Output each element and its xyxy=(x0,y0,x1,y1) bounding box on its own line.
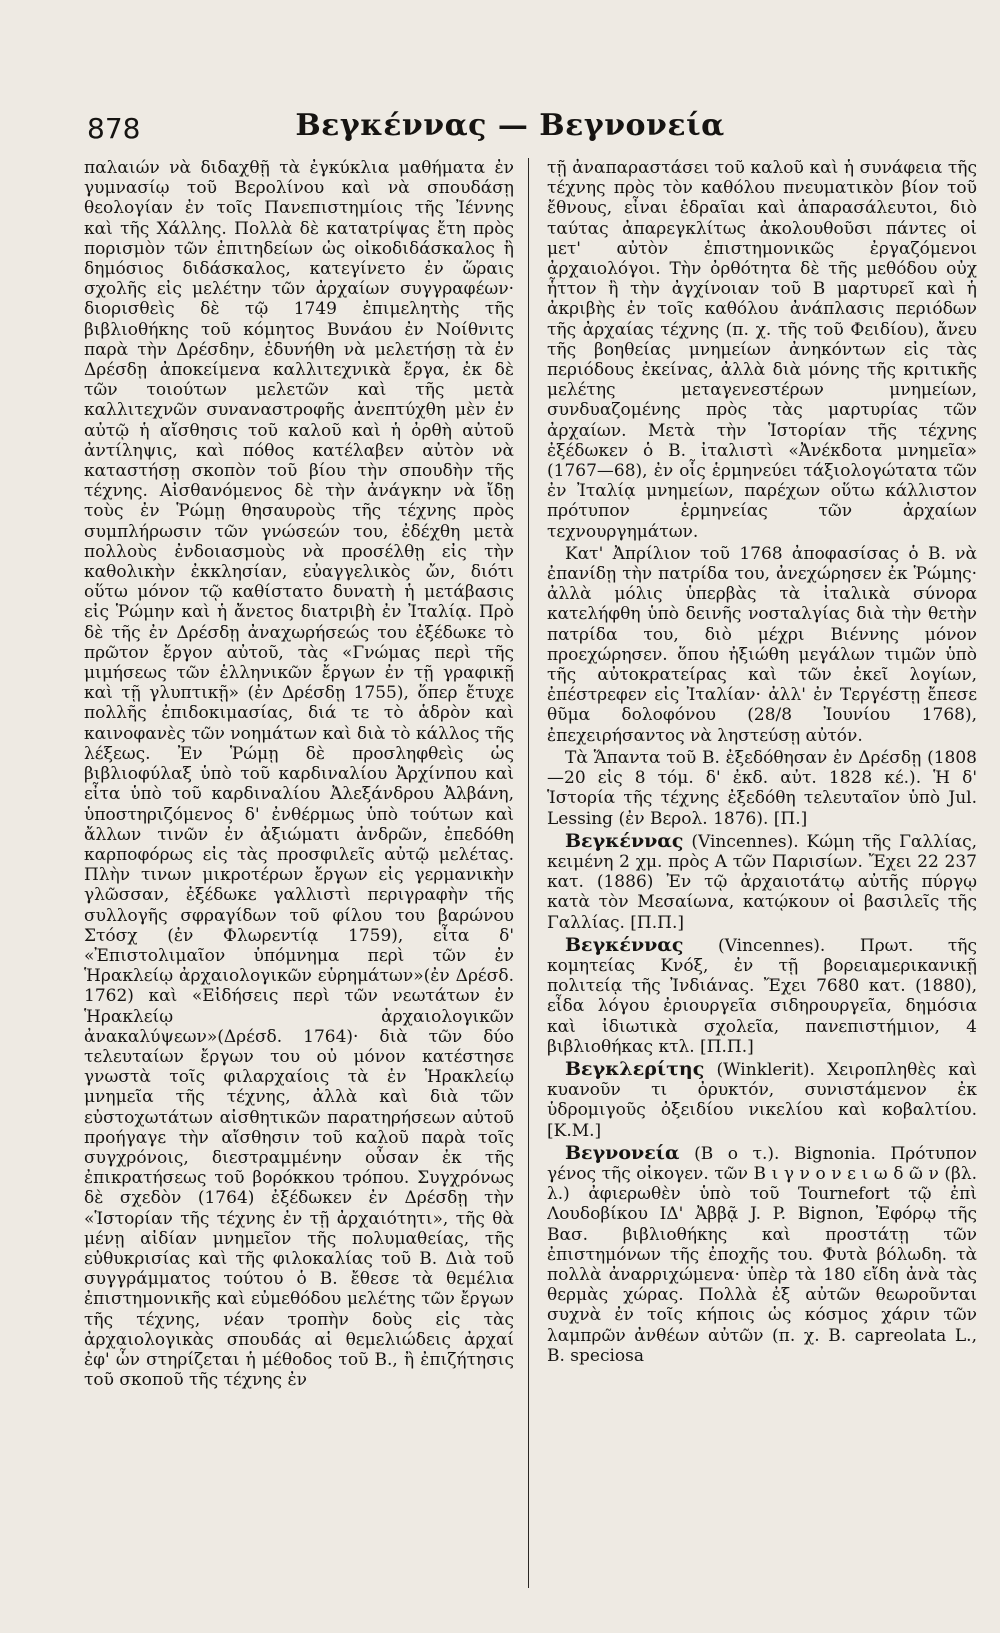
entry-vincennes-indiana xyxy=(547,935,977,1057)
entry-headword: Βεγνονεία xyxy=(565,1141,680,1164)
continuation-paragraph: τῇ ἀναπαραστάσει τοῦ καλοῦ καὶ ἡ συνάφεια τῆς τέχνης πρὸς τὸν καθόλου πνευματικὸν βίον τοῦ ἔθνους, εἶναι ἑδραῖαι καὶ ἀπαρασάλευτοι, διὸ ταύτας ἀπαρεγκλίτως ἀκολουθοῦσι πάντες οἱ μετ' αὐτὸν ἐπιστημονικῶς ἐργαζόμενοι ἀρχαιολόγοι. Τὴν ὀρθότητα δὲ τῆς μεθόδου οὐχ ἧττον ἢ τὴν ἀγχίνοιαν τοῦ Β μαρτυρεῖ καὶ ἡ ἀκριβὴς ἐν τοῖς καθόλου ἀνάπλασις περιόδων τῆς ἀρχαίας τέχνης (π. χ. τῆς τοῦ Φειδίου), ἄνευ τῆς βοηθείας μνημείων ἀνηκόντων εἰς τὰς περιόδους ἐκείνας, ἀλλὰ διὰ μόνης τῆς κριτικῆς μελέτης μεταγενεστέρων μνημείων, συνδυαζομένης πρὸς τὰς μαρτυρίας τῶν ἀρχαίων. Μετὰ τὴν Ἱστορίαν τῆς τέχνης ἐξέδωκεν ὁ Β. ἰταλιστὶ «Ἀνέκδοτα μνημεῖα» (1767—68), ἐν οἷς ἑρμηνεύει τάξιολογώτατα τῶν ἐν Ἰταλίᾳ μνημείων, παρέχων οὕτω κάλλιστον πρότυπον ἑρμηνείας τῶν ἀρχαίων τεχνουργημάτων. xyxy=(547,158,977,542)
entry-text: (Vincennes). Κώμη τῆς Γαλλίας, κειμένη 2 χμ. πρὸς Α τῶν Παρισίων. Ἔχει 22 237 κατ. (1886) Ἐν τῷ ἀρχαιοτάτῳ αὐτῆς πύργῳ κατὰ τὸν Μεσαίωνα, κατῴκουν οἱ βασιλεῖς τῆς Γαλλίας. [Π.Π.] xyxy=(547,831,977,933)
entry-headword: Βεγκέννας xyxy=(565,933,684,956)
entry-text: (Winklerit). Χειροπληθὲς καὶ κυανοῦν τι ὀρυκτόν, συνιστάμενον ἐκ ὑδρομιγοῦς ὀξειδίου νικελίου καὶ κοβαλτίου. [Κ.Μ.] xyxy=(547,1059,977,1141)
column-divider xyxy=(528,158,529,1588)
entry-vincennes-france xyxy=(547,831,977,933)
entry-winklerit xyxy=(547,1059,977,1141)
entry-headword: Βεγκέννας xyxy=(565,829,684,852)
entry-text: (Vincennes). Πρωτ. τῆς κομητείας Κνόξ, ἐν τῇ βορειαμερικανικῇ πολιτείᾳ τῆς Ἰνδιάνας. Ἔχει 7680 κατ. (1880), εἶδα λόγου ἐριουργεῖα σιδηρουργεῖα, δημόσια καὶ ἰδιωτικὰ σχολεῖα, πανεπιστήμιον, 4 βιβλιοθήκας κτλ. [Π.Π.] xyxy=(547,935,977,1057)
paragraph: Κατ' Ἀπρίλιον τοῦ 1768 ἀποφασίσας ὁ Β. νὰ ἐπανίδῃ τὴν πατρίδα του, ἀνεχώρησεν ἐκ Ῥώμης· ἀλλὰ μόλις ὑπερβὰς τὰ ἰταλικὰ σύνορα κατελήφθη ὑπὸ δεινῆς νοσταλγίας διὰ τὴν θετὴν πατρίδα του, διὸ μέχρι Βιέννης μόνον προεχώρησεν. ὅπου ἠξιώθη μεγάλων τιμῶν ὑπὸ τῆς αὐτοκρατείρας καὶ τῶν ἐκεῖ λογίων, ἐπέστρεφεν εἰς Ἰταλίαν· ἀλλ' ἐν Τεργέστῃ ἔπεσε θῦμα δολοφόνου (28/8 Ἰουνίου 1768), ἐπεχειρήσαντος νὰ ληστεύσῃ αὐτόν. xyxy=(547,543,977,746)
right-column xyxy=(547,158,977,1598)
entry-bignonia xyxy=(547,1143,977,1366)
page-number: 878 xyxy=(87,112,141,145)
entry-text: (Β ο τ.). Bignonia. Πρότυπον γένος τῆς οἰκογεν. τῶν Β ι γ ν ο ν ε ι ω δ ῶ ν (βλ. λ.) ἀφιερωθὲν ὑπὸ τοῦ Tournefort τῷ ἐπὶ Λουδοβίκου ΙΔ' Ἀββᾷ J. P. Bignon, Ἐφόρῳ τῆς Βασ. βιβλιοθήκης καὶ προστάτῃ τῶν ἐπιστημόνων τῆς ἐποχῆς του. Φυτὰ βόλωδη. τὰ πολλὰ ἀναρριχώμενα· ὑπὲρ τὰ 180 εἴδη ἀνὰ τὰς θερμὰς χώρας. Πολλὰ ἐξ αὐτῶν θεωροῦνται συχνὰ ἐν τοῖς κήποις ὡς κόσμος χάριν τῶν λαμπρῶν ἀνθέων αὐτῶν (π. χ. B. capreolata L., B. speciosa xyxy=(547,1143,977,1366)
left-column-paragraph: παλαιών νὰ διδαχθῇ τὰ ἐγκύκλια μαθήματα ἐν γυμνασίῳ τοῦ Βερολίνου καὶ νὰ σπουδάσῃ θεολογίαν ἐν τοῖς Πανεπιστημίοις τῆς Ἰέννης καὶ τῆς Χάλλης. Πολλὰ δὲ κατατρίψας ἔτη πρὸς πορισμὸν τῶν ἐπιτηδείων ὡς οἰκοδιδάσκαλος ἢ δημόσιος διδάσκαλος, κατεγίνετο ἐν ὥραις σχολῆς εἰς μελέτην τῶν ἀρχαίων συγγραφέων· διορισθεὶς δὲ τῷ 1749 ἐπιμελητὴς τῆς βιβλιοθήκης τοῦ κόμητος Βυνάου ἐν Νοίθνιτς παρὰ τὴν Δρέσδην, ἐδυνήθη νὰ μελετήσῃ τὰ ἐν Δρέσδῃ ἀποκείμενα καλλιτεχνικὰ ἔργα, ἐκ δὲ τῶν τοιούτων μελετῶν καὶ τῆς μετὰ καλλιτεχνῶν συναναστροφῆς ἀνεπτύχθη μὲν ἐν αὐτῷ ἡ αἴσθησις τοῦ καλοῦ καὶ ἡ ὀρθὴ αὐτοῦ ἀντίληψις, καὶ πόθος κατέλαβεν αὐτὸν νὰ καταστήσῃ σκοπὸν τοῦ βίου τὴν σπουδὴν τῆς τέχνης. Αἰσθανόμενος δὲ τὴν ἀνάγκην νὰ ἴδῃ τοὺς ἐν Ῥώμῃ θησαυροὺς τῆς τέχνης πρὸς συμπλήρωσιν τῶν γνώσεών του, ἐδέχθη μετὰ πολλοὺς ἐνδοιασμοὺς νὰ προσέλθῃ εἰς τὴν καθολικὴν ἐκκλησίαν, εὐαγγελικὸς ὤν, διότι οὕτω μόνον τῷ καθίστατο δυνατὴ ἡ μετάβασις εἰς Ῥώμην καὶ ἡ ἄνετος διατριβὴ ἐν Ἰταλίᾳ. Πρὸ δὲ τῆς ἐν Δρέσδῃ ἀναχωρήσεώς του ἐξέδωκε τὸ πρῶτον ἔργον αὐτοῦ, τὰς «Γνώμας περὶ τῆς μιμήσεως τῶν ἑλληνικῶν ἔργων ἐν τῇ γραφικῇ καὶ τῇ γλυπτικῇ» (ἐν Δρέσδῃ 1755), ὅπερ ἔτυχε πολλῆς ἐπιδοκιμασίας, διά τε τὸ ἁδρὸν καὶ καινοφανὲς τῶν νοημάτων καὶ διὰ τὸ κάλλος τῆς λέξεως. Ἐν Ῥώμῃ δὲ προσληφθεὶς ὡς βιβλιοφύλαξ ὑπὸ τοῦ καρδιναλίου Ἀρχίνπου καὶ εἶτα ὑπὸ τοῦ καρδιναλίου Ἀλεξάνδρου Ἀλβάνη, ὑποστηριζόμενος δ' ἐνθέρμως ὑπὸ τούτων καὶ ἄλλων τινῶν ἐν ἀξιώματι ἀνδρῶν, ἐπεδόθη καρποφόρως εἰς τὰς προσφιλεῖς αὐτῷ μελέτας. Πλὴν τινων μικροτέρων ἔργων εἰς γερμανικὴν γλῶσσαν, ἐξέδωκε γαλλιστὶ περιγραφὴν τῆς συλλογῆς σφραγίδων τοῦ φίλου του βαρώνου Στόσχ (ἐν Φλωρεντίᾳ 1759), εἶτα δ' «Ἐπιστολιμαῖον ὑπόμνημα περὶ τῶν ἐν Ἡρακλείῳ ἀρχαιολογικῶν εὑρημάτων»(ἐν Δρέσδ. 1762) καὶ «Εἰδήσεις περὶ τῶν νεωτάτων ἐν Ἡρακλείῳ ἀρχαιολογικῶν ἀνακαλύψεων»(Δρέσδ. 1764)· διὰ τῶν δύο τελευταίων ἔργων του οὐ μόνον κατέστησε γνωστὰ τοῖς φιλαρχαίοις τὰ ἐν Ἡρακλείῳ μνημεῖα τῆς τέχνης, ἀλλὰ καὶ διὰ τῶν εὐστοχωτάτων αἰσθητικῶν παρατηρήσεων αὐτοῦ προήγαγε τὴν αἴσθησιν τοῦ καλοῦ παρὰ τοῖς συγχρόνοις, διεστραμμένην οὖσαν ἐκ τῆς ἐπικρατήσεως τοῦ βορόκκου τρόπου. Συγχρόνως δὲ σχεδὸν (1764) ἐξέδωκεν ἐν Δρέσδῃ τὴν «Ἱστορίαν τῆς τέχνης ἐν τῇ ἀρχαιότητι», τῆς θὰ μένῃ αἰδίαν μνημεῖον τῆς πολυμαθείας, τῆς εὐθυκρισίας καὶ τῆς φιλοκαλίας τοῦ Β. Διὰ τοῦ συγγράμματος τούτου ὁ Β. ἔθεσε τὰ θεμέλια ἐπιστημονικῆς καὶ εὐμεθόδου μελέτης τῶν ἔργων τῆς τέχνης, νέαν τροπὴν δοὺς εἰς τὰς ἀρχαιολογικὰς σπουδάς αἱ θεμελιώδεις ἀρχαί ἐφ' ὧν στηρίζεται ἡ μέθοδος τοῦ Β., ἢ ἐπιζήτησις τοῦ σκοποῦ τῆς τέχνης ἐν xyxy=(84,158,514,1391)
left-column xyxy=(84,158,514,1598)
entry-headword: Βεγκλερίτης xyxy=(565,1057,705,1080)
paragraph: Τὰ Ἅπαντα τοῦ Β. ἐξεδόθησαν ἐν Δρέσδῃ (1808—20 εἰς 8 τόμ. δ' ἐκδ. αὐτ. 1828 κέ.). Ἡ δ' Ἱστορία τῆς τέχνης ἐξεδόθη τελευταῖον ὑπὸ Jul. Lessing (ἐν Βερολ. 1876). [Π.] xyxy=(547,747,977,829)
page-header xyxy=(70,104,950,154)
running-head: Βεγκέννας — Βεγνονεία xyxy=(295,108,725,143)
